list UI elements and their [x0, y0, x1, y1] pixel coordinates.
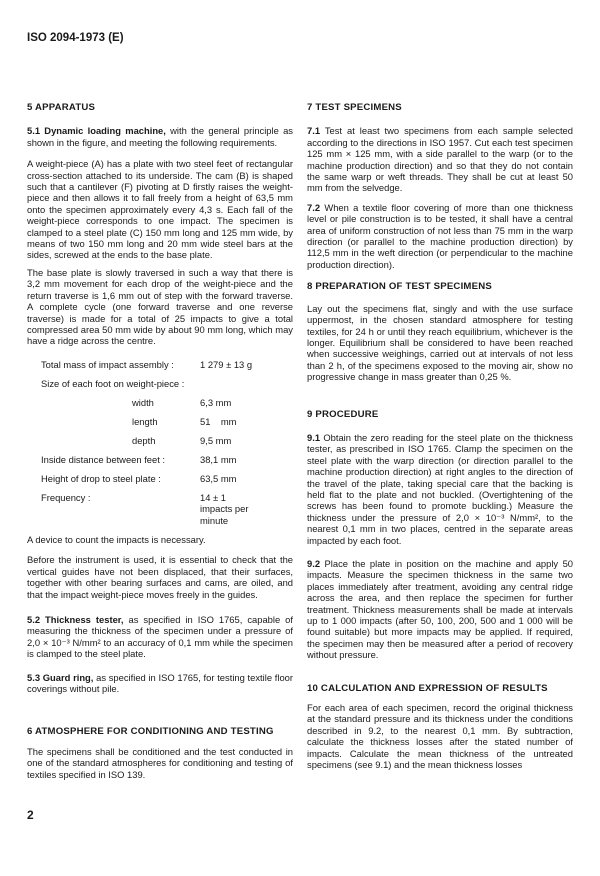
section-9-2-text: Place the plate in position on the machine and apply 50 impacts. Measure the specimen thickness in the same two places immediately after treatment, avoiding any central ridge across the area, and then replace the specimen for further treatment. Thickness measurements shall be made at intervals up to 1 000 impacts (after 50, 100, 200, 500 and 1 000 will be found suitable) but more impacts may be applied. If required, the specimen may then be measured after a period of recovery without pressure.	[307, 558, 573, 661]
frequency-value-3: minute	[200, 514, 229, 526]
specifications-table	[27, 359, 293, 526]
section-10-heading: 10 CALCULATION AND EXPRESSION OF RESULTS	[307, 682, 548, 694]
weight-piece-paragraph: A weight-piece (A) has a plate with two steel feet of rectangular cross-section attached to its underside. The cam (B) is shaped such that a cantilever (F) pivoting at D firstly raises the weight-piece and then allows it to fall freely from a height of 63,5 mm onto the specimen approximately every 4,3 s. Each fall of the weight-piece corresponds to one impact. The specimen is clamped to a steel plate (C) 150 mm long and 125 mm wide, by means of two 150 mm long and 20 mm wide steel bars at the sides, screwed at the ends to the base plate.	[27, 158, 293, 261]
right-column	[307, 102, 573, 771]
section-9-1-lead: 9.1	[307, 431, 321, 443]
section-7-1-text: Test at least two specimens from each sample selected according to the directions in ISO 1957. Cut each test specimen 125 mm × 125 mm, with a side parallel to the warp (or to the machine production direction) and so that they do not contain the same warp or weft threads. They shall be cut at least 50 mm from the selvedge.	[307, 125, 573, 194]
section-5-1-text: with the general principle as shown in the figure, and meeting the following requirements.	[27, 125, 293, 148]
section-9-1-text: Obtain the zero reading for the steel plate on the thickness tester, as prescribed in ISO 1765. Clamp the specimen on the steel plate with the warp direction (or direction parallel to the machine production direction) at right angles to the direction of the travel of the plate, taking special care that the backing is held flat to the plate and not buckled. (Overtightening of the screws has been found to promote buckling.) Measure the thickness under the pressure of 2,0 × 10⁻³ N/mm², to the nearest 0,1 mm in two places, centred in the separate areas impacted by each foot.	[307, 431, 573, 546]
frequency-label: Frequency :	[41, 491, 91, 503]
section-5-3-lead: 5.3 Guard ring,	[27, 671, 94, 683]
total-mass-value: 1 279 ± 13 g	[200, 358, 253, 370]
section-5-3-text: as specified in ISO 1765, for testing textile floor coverings without pile.	[27, 671, 293, 694]
device-paragraph: A device to count the impacts is necessary.	[27, 533, 206, 545]
inside-distance-value: 38,1 mm	[200, 453, 237, 465]
frequency-value-2: impacts per	[200, 503, 249, 515]
document-header: ISO 2094-1973 (E)	[27, 32, 124, 44]
section-9-1	[307, 432, 573, 546]
section-6-heading: 6 ATMOSPHERE FOR CONDITIONING AND TESTING	[27, 726, 274, 738]
section-9-2	[307, 558, 573, 661]
section-5-1	[27, 125, 293, 148]
section-9-2-lead: 9.2	[307, 558, 321, 569]
inside-distance-label: Inside distance between feet :	[41, 453, 166, 465]
frequency-value-1: 14 ± 1	[200, 491, 226, 503]
drop-height-value: 63,5 mm	[200, 472, 237, 484]
length-value: 51 mm	[200, 415, 237, 427]
section-5-2-text: as specified in ISO 1765, capable of measuring the thickness of the specimen under a pressure of 2,0 × 10⁻³ N/mm² to an accuracy of 0,1 mm while the specimen is clamped to the steel plate.	[27, 613, 293, 660]
section-10-text: For each area of each specimen, record the original thickness at the standard pressure and its thickness under the conditions described in 9.2, to the nearest 0,1 mm. By subtraction, calculate the thickness losses after the stated number of impacts. Calculate the mean thickness of the untreated specimens (see 9.1) and the mean thickness losses	[307, 702, 573, 771]
before-use-paragraph: Before the instrument is used, it is essential to check that the vertical guides have not been displaced, that their surfaces, together with other bearing surfaces and cams, are oiled, and that the impact weight-piece moves freely in the guides.	[27, 554, 293, 600]
section-7-2-text: When a textile floor covering of more than one thickness level or pile construction is to be tested, it shall have a central area of uniform construction of not less than 75 mm in the warp direction (or parallel to the machine production direction) by 112,5 mm in the weft direction (or perpendicular to the machine production direction).	[307, 201, 573, 270]
section-5-2-lead: 5.2 Thickness tester,	[27, 613, 124, 625]
section-9-heading: 9 PROCEDURE	[307, 408, 379, 420]
foot-size-label: Size of each foot on weight-piece :	[41, 377, 185, 389]
width-label: width	[132, 396, 154, 408]
base-plate-paragraph: The base plate is slowly traversed in such a way that there is 3,2 mm movement for each drop of the weight-piece and the return traverse is 1,6 mm out of step with the forward traverse. A complete cycle (one forward traverse and one reverse traverse) is made for a total of 25 impacts to give a total compressed area 50 mm wide by about 90 mm long, which may have a ridge across the centre.	[27, 266, 293, 347]
depth-value: 9,5 mm	[200, 434, 232, 446]
section-7-2	[307, 202, 573, 270]
section-5-3	[27, 672, 293, 695]
section-5-1-lead: 5.1 Dynamic loading machine,	[27, 125, 166, 137]
section-7-1	[307, 125, 573, 193]
length-label: length	[132, 415, 158, 427]
section-8-heading: 8 PREPARATION OF TEST SPECIMENS	[307, 281, 492, 293]
width-value: 6,3 mm	[200, 396, 232, 408]
page-number: 2	[27, 808, 34, 823]
section-7-1-lead: 7.1	[307, 125, 321, 137]
depth-label: depth	[132, 434, 156, 446]
left-column	[27, 102, 293, 821]
total-mass-label: Total mass of impact assembly :	[41, 358, 174, 370]
section-6-text: The specimens shall be conditioned and the test conducted in one of the standard atmospheres for conditioning and testing of textiles specified in ISO 139.	[27, 745, 293, 780]
section-7-heading: 7 TEST SPECIMENS	[307, 102, 402, 113]
frequency-value	[200, 492, 293, 526]
section-8-text: Lay out the specimens flat, singly and with the use surface uppermost, in the chosen standard atmosphere for testing textiles, for 24 h or until they reach equilibrium, whichever is the longer. Equilibrium shall be considered to have been reached when successive weighings, carried out at intervals of not less than 2 h, of the specimens exposed to the moving air, show no progressive change in mass greater than 0,25 %.	[307, 302, 573, 383]
drop-height-label: Height of drop to steel plate :	[41, 472, 161, 484]
section-5-2	[27, 614, 293, 660]
section-7-2-lead: 7.2	[307, 201, 321, 213]
section-5-heading: 5 APPARATUS	[27, 102, 96, 113]
